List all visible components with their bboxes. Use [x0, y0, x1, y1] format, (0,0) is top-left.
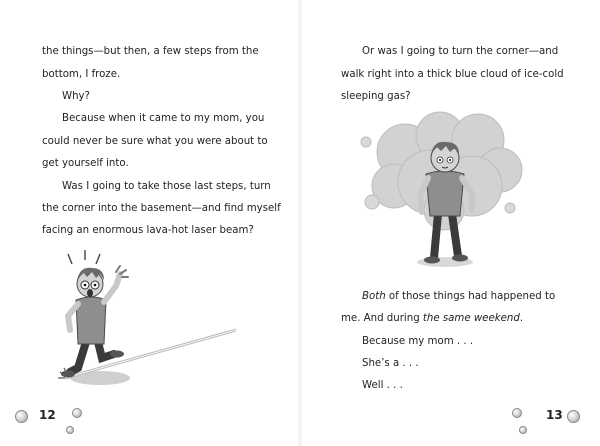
right-page [300, 0, 600, 446]
text-run: me. And during [341, 313, 423, 324]
page-ornament-dot [15, 410, 28, 423]
text-line: Or was I going to turn the corner—and [362, 46, 559, 57]
text-line: Was I going to take those last steps, turn [62, 181, 271, 192]
page-ornament-dot [519, 426, 527, 434]
page-ornament-dot [72, 408, 82, 418]
text-line: could never be sure what you were about to [42, 136, 268, 147]
page-ornament-dot [66, 426, 74, 434]
text-emphasis: the same weekend [422, 313, 520, 324]
text-line [362, 290, 555, 304]
text-run: . [519, 313, 524, 324]
text-line: Why? [62, 91, 90, 102]
page-number: 12 [39, 408, 56, 422]
text-emphasis: Both [362, 291, 386, 302]
text-line: Well . . . [362, 380, 403, 391]
page-ornament-dot [512, 408, 522, 418]
text-line: the things—but then, a few steps from the [42, 46, 259, 57]
text-line: Because when it came to my mom, you [62, 113, 265, 124]
text-line: walk right into a thick blue cloud of ice-cold [341, 69, 564, 80]
text-line: facing an enormous lava-hot laser beam? [42, 225, 254, 236]
page-number: 13 [546, 408, 563, 422]
text-line [341, 312, 523, 326]
startled-boy-illustration [40, 250, 250, 400]
text-line: sleeping gas? [341, 91, 411, 102]
gas-cloud-boy-illustration [360, 112, 550, 272]
text-line: She’s a . . . [362, 358, 419, 369]
text-line: get yourself into. [42, 158, 129, 169]
text-line: the corner into the basement—and find myself [42, 203, 281, 214]
text-line: bottom, I froze. [42, 69, 121, 80]
page-ornament-dot [567, 410, 580, 423]
text-run: of those things had happened to [385, 291, 556, 302]
text-line: Because my mom . . . [362, 336, 474, 347]
